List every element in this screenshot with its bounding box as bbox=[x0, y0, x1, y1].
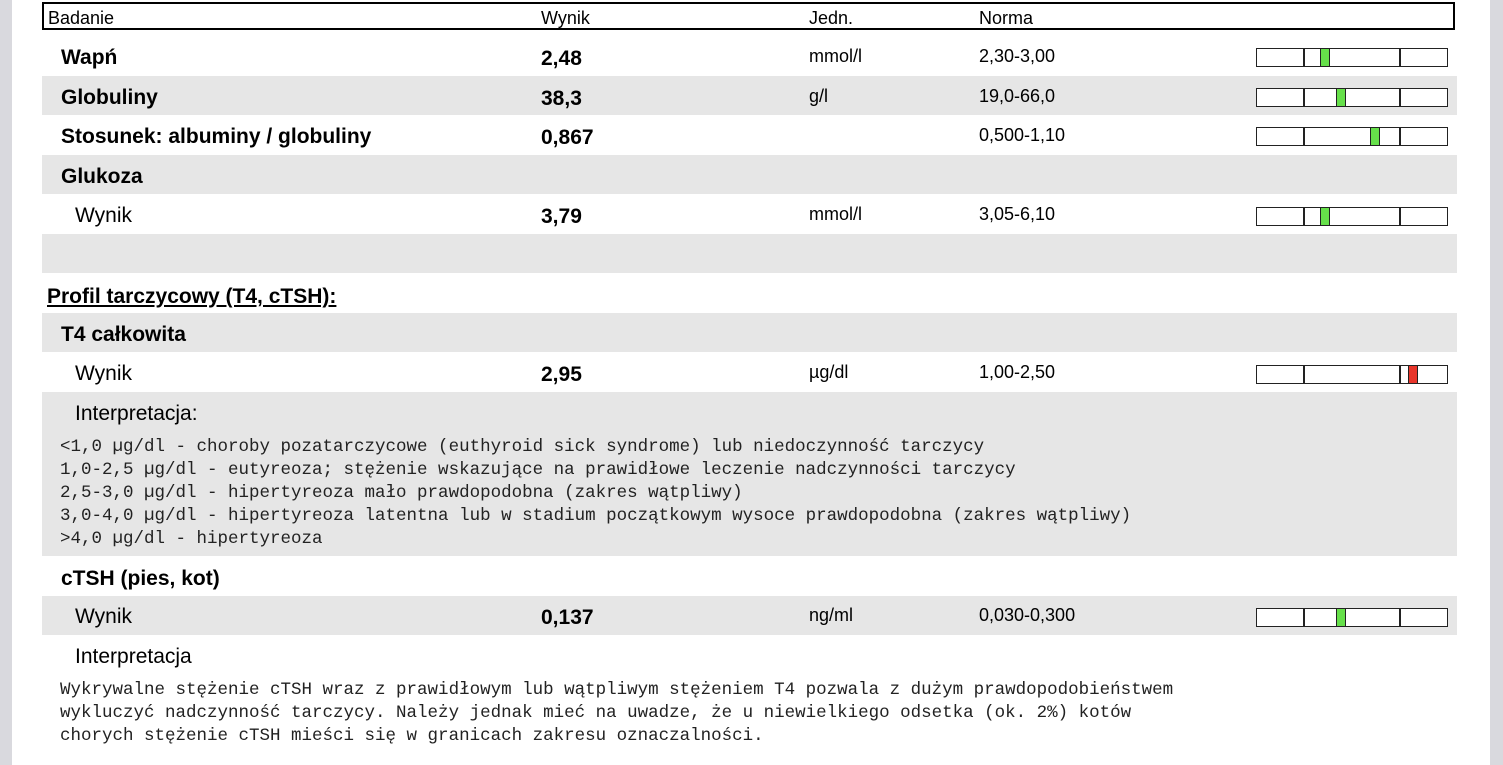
range-marker bbox=[1336, 609, 1346, 626]
test-name: Globuliny bbox=[61, 86, 158, 109]
header-unit: Jedn. bbox=[809, 8, 854, 28]
sub-label: Wynik bbox=[75, 204, 132, 227]
row-band bbox=[42, 155, 1457, 194]
row-band bbox=[42, 234, 1457, 273]
interpretation-line: 3,0-4,0 µg/dl - hipertyreoza latentna lub w stadium początkowym wysoce prawdopodobna (zakres wątpliwy) bbox=[60, 506, 1132, 526]
interpretation-line: chorych stężenie cTSH mieści się w granicach zakresu oznaczalności. bbox=[60, 726, 764, 746]
test-value: 0,867 bbox=[541, 126, 594, 149]
test-unit: µg/dl bbox=[809, 362, 849, 382]
sub-label: Wynik bbox=[75, 605, 132, 628]
test-value: 3,79 bbox=[541, 205, 582, 228]
range-indicator bbox=[1256, 365, 1448, 384]
section-title: Profil tarczycowy (T4, cTSH): bbox=[47, 285, 337, 308]
row-band bbox=[42, 76, 1457, 115]
test-group-name: cTSH (pies, kot) bbox=[61, 567, 220, 590]
range-indicator bbox=[1256, 48, 1448, 67]
test-unit: mmol/l bbox=[809, 46, 862, 66]
header-test: Badanie bbox=[48, 8, 115, 28]
test-name: Stosunek: albuminy / globuliny bbox=[61, 125, 372, 148]
test-norm: 19,0-66,0 bbox=[979, 86, 1056, 106]
row-band bbox=[42, 313, 1457, 352]
range-marker bbox=[1320, 208, 1330, 225]
test-unit: ng/ml bbox=[809, 605, 854, 625]
interpretation-line: 1,0-2,5 µg/dl - eutyreoza; stężenie wskazujące na prawidłowe leczenie nadczynności tarczycy bbox=[60, 460, 1016, 480]
interpretation-line: wykluczyć nadczynność tarczycy. Należy jednak mieć na uwadze, że u niewielkiego odsetka (ok. 2%) kotów bbox=[60, 703, 1132, 723]
range-marker bbox=[1320, 49, 1330, 66]
test-value: 2,95 bbox=[541, 363, 582, 386]
test-value: 38,3 bbox=[541, 87, 582, 110]
interpretation-label: Interpretacja: bbox=[75, 402, 198, 425]
test-group-name: T4 całkowita bbox=[61, 323, 186, 346]
interpretation-text bbox=[60, 679, 1173, 748]
range-indicator bbox=[1256, 207, 1448, 226]
header-result: Wynik bbox=[541, 8, 590, 28]
test-norm: 3,05-6,10 bbox=[979, 204, 1056, 224]
interpretation-line: Wykrywalne stężenie cTSH wraz z prawidłowym lub wątpliwym stężeniem T4 pozwala z dużym prawdopodobieństwem bbox=[60, 680, 1174, 700]
test-norm: 1,00-2,50 bbox=[979, 362, 1056, 382]
sub-label: Wynik bbox=[75, 362, 132, 385]
test-name: Wapń bbox=[61, 46, 118, 69]
range-marker bbox=[1336, 89, 1346, 106]
interpretation-text bbox=[60, 436, 1131, 551]
header-norm: Norma bbox=[979, 8, 1034, 28]
range-marker bbox=[1370, 128, 1380, 145]
test-norm: 0,030-0,300 bbox=[979, 605, 1076, 625]
test-value: 0,137 bbox=[541, 606, 594, 629]
lab-report-page bbox=[12, 0, 1490, 765]
range-indicator bbox=[1256, 127, 1448, 146]
interpretation-line: >4,0 µg/dl - hipertyreoza bbox=[60, 529, 323, 549]
interpretation-label: Interpretacja bbox=[75, 645, 192, 668]
range-indicator bbox=[1256, 88, 1448, 107]
test-unit: mmol/l bbox=[809, 204, 862, 224]
test-value: 2,48 bbox=[541, 47, 582, 70]
test-group-name: Glukoza bbox=[61, 165, 143, 188]
test-unit: g/l bbox=[809, 86, 829, 106]
interpretation-line: <1,0 µg/dl - choroby pozatarczycowe (euthyroid sick syndrome) lub niedoczynność tarczycy bbox=[60, 437, 985, 457]
range-marker bbox=[1408, 366, 1418, 383]
test-norm: 2,30-3,00 bbox=[979, 46, 1056, 66]
test-norm: 0,500-1,10 bbox=[979, 125, 1066, 145]
interpretation-line: 2,5-3,0 µg/dl - hipertyreoza mało prawdopodobna (zakres wątpliwy) bbox=[60, 483, 743, 503]
row-band bbox=[42, 596, 1457, 635]
table-header bbox=[42, 2, 1455, 30]
range-indicator bbox=[1256, 608, 1448, 627]
